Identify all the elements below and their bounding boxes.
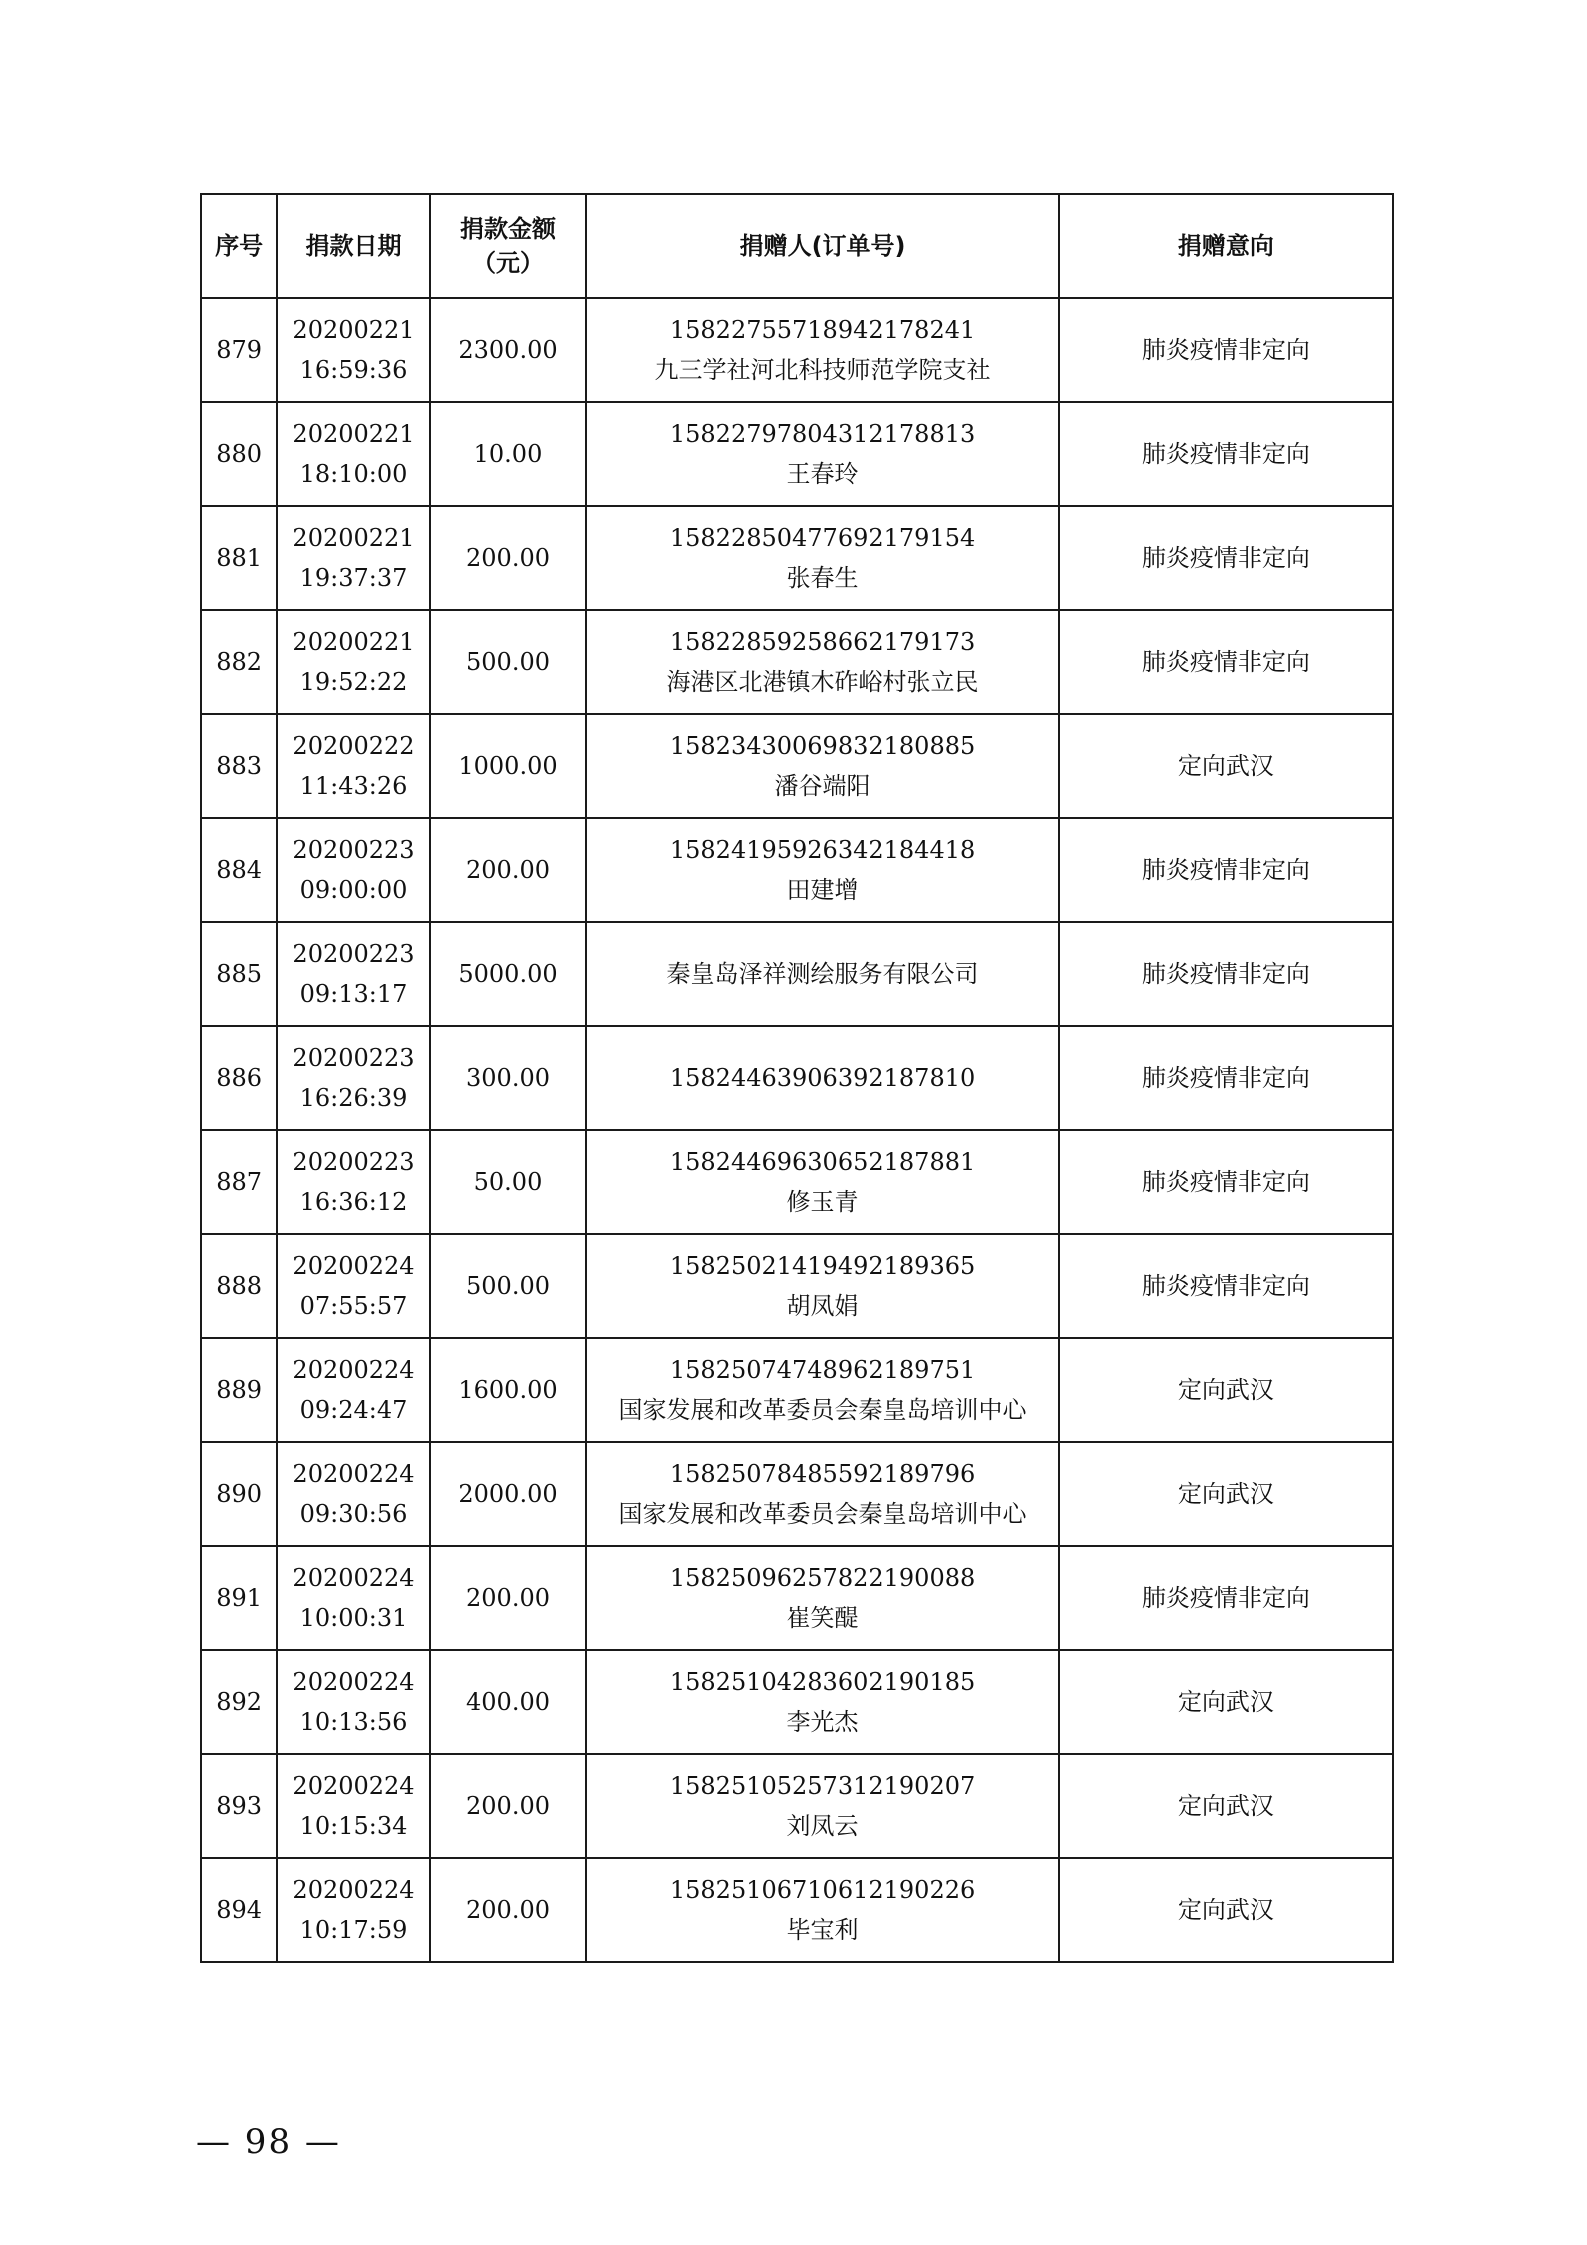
order-number: 15824195926342184418	[669, 836, 976, 864]
donation-date: 20200223	[292, 1148, 415, 1176]
order-number: 15822850477692179154	[669, 524, 976, 552]
header-donor: 捐赠人(订单号)	[586, 194, 1059, 298]
serial-number-cell	[201, 610, 277, 714]
donation-time: 07:55:57	[299, 1292, 408, 1320]
donor-cell	[586, 922, 1059, 1026]
donor-name: 王春玲	[786, 460, 859, 488]
donor-name: 刘凤云	[786, 1812, 859, 1840]
amount-cell	[430, 506, 587, 610]
donation-amount: 500.00	[466, 648, 550, 676]
serial-number: 882	[216, 648, 263, 676]
donation-date: 20200221	[292, 628, 415, 656]
table-row	[201, 1754, 1393, 1858]
donation-amount: 50.00	[473, 1168, 543, 1196]
amount-cell	[430, 922, 587, 1026]
donation-date: 20200224	[292, 1564, 415, 1592]
serial-number: 879	[216, 336, 263, 364]
donation-intent: 定向武汉	[1177, 1376, 1274, 1404]
table-row	[201, 714, 1393, 818]
order-number: 15823430069832180885	[669, 732, 976, 760]
intent-cell	[1059, 402, 1393, 506]
date-cell	[277, 1858, 430, 1962]
table-row	[201, 1026, 1393, 1130]
donation-time: 09:13:17	[299, 980, 408, 1008]
order-number: 秦皇岛泽祥测绘服务有限公司	[666, 960, 979, 988]
amount-cell	[430, 298, 587, 402]
serial-number-cell	[201, 818, 277, 922]
date-cell	[277, 1754, 430, 1858]
donation-date: 20200224	[292, 1876, 415, 1904]
date-cell	[277, 506, 430, 610]
donor-name: 修玉青	[786, 1188, 859, 1216]
donation-amount: 400.00	[466, 1688, 550, 1716]
donation-table	[200, 193, 1394, 1963]
serial-number-cell	[201, 402, 277, 506]
intent-cell	[1059, 1650, 1393, 1754]
serial-number: 880	[216, 440, 263, 468]
table-row	[201, 1234, 1393, 1338]
order-number: 15824469630652187881	[669, 1148, 976, 1176]
intent-cell	[1059, 298, 1393, 402]
donor-name: 潘谷端阳	[774, 772, 871, 800]
donation-intent: 肺炎疫情非定向	[1141, 1272, 1310, 1300]
serial-number-cell	[201, 298, 277, 402]
donation-date: 20200221	[292, 524, 415, 552]
serial-number: 883	[216, 752, 263, 780]
table-row	[201, 298, 1393, 402]
donation-intent: 肺炎疫情非定向	[1141, 544, 1310, 572]
donor-cell	[586, 298, 1059, 402]
serial-number: 881	[216, 544, 263, 572]
donation-intent: 肺炎疫情非定向	[1141, 1584, 1310, 1612]
order-number: 15825096257822190088	[669, 1564, 976, 1592]
donation-time: 09:00:00	[299, 876, 408, 904]
header-amount-line2: （元）	[472, 249, 544, 277]
donor-name: 崔笑醍	[786, 1604, 859, 1632]
donor-cell	[586, 506, 1059, 610]
serial-number: 890	[216, 1480, 263, 1508]
donor-name: 九三学社河北科技师范学院支社	[654, 356, 991, 384]
amount-cell	[430, 1234, 587, 1338]
serial-number: 889	[216, 1376, 263, 1404]
donor-cell	[586, 610, 1059, 714]
serial-number-cell	[201, 1858, 277, 1962]
donation-date: 20200224	[292, 1252, 415, 1280]
serial-number-cell	[201, 1546, 277, 1650]
page-number: — 98 —	[196, 2122, 341, 2162]
table-row	[201, 1338, 1393, 1442]
table-row	[201, 1442, 1393, 1546]
table-row	[201, 1650, 1393, 1754]
donation-time: 10:13:56	[299, 1708, 408, 1736]
serial-number-cell	[201, 506, 277, 610]
donor-cell	[586, 1026, 1059, 1130]
donation-date: 20200224	[292, 1356, 415, 1384]
donation-amount: 2300.00	[458, 336, 558, 364]
amount-cell	[430, 1858, 587, 1962]
intent-cell	[1059, 506, 1393, 610]
donation-time: 19:52:22	[299, 668, 408, 696]
serial-number-cell	[201, 922, 277, 1026]
serial-number: 886	[216, 1064, 263, 1092]
donation-intent: 肺炎疫情非定向	[1141, 1064, 1310, 1092]
table-row	[201, 1858, 1393, 1962]
donation-date: 20200224	[292, 1460, 415, 1488]
donor-cell	[586, 1754, 1059, 1858]
donation-intent: 肺炎疫情非定向	[1141, 648, 1310, 676]
donor-cell	[586, 1130, 1059, 1234]
donor-name: 张春生	[786, 564, 859, 592]
serial-number-cell	[201, 1338, 277, 1442]
date-cell	[277, 610, 430, 714]
donation-intent: 定向武汉	[1177, 752, 1274, 780]
donor-cell	[586, 402, 1059, 506]
donation-date: 20200223	[292, 1044, 415, 1072]
serial-number: 888	[216, 1272, 263, 1300]
donation-amount: 500.00	[466, 1272, 550, 1300]
serial-number: 892	[216, 1688, 263, 1716]
donation-intent: 定向武汉	[1177, 1896, 1274, 1924]
amount-cell	[430, 1650, 587, 1754]
donation-amount: 200.00	[466, 1584, 550, 1612]
order-number: 15825106710612190226	[669, 1876, 976, 1904]
amount-cell	[430, 818, 587, 922]
intent-cell	[1059, 818, 1393, 922]
intent-cell	[1059, 1234, 1393, 1338]
serial-number: 894	[216, 1896, 263, 1924]
order-number: 15822797804312178813	[669, 420, 976, 448]
intent-cell	[1059, 1338, 1393, 1442]
serial-number-cell	[201, 1650, 277, 1754]
donation-date: 20200224	[292, 1668, 415, 1696]
amount-cell	[430, 1338, 587, 1442]
donor-name: 海港区北港镇木砟峪村张立民	[666, 668, 979, 696]
header-donation-date: 捐款日期	[277, 194, 430, 298]
order-number: 15822755718942178241	[669, 316, 976, 344]
donation-amount: 1600.00	[458, 1376, 558, 1404]
donation-time: 18:10:00	[299, 460, 408, 488]
donation-time: 16:26:39	[299, 1084, 408, 1112]
amount-cell	[430, 402, 587, 506]
serial-number: 891	[216, 1584, 263, 1612]
donation-time: 09:30:56	[299, 1500, 408, 1528]
amount-cell	[430, 610, 587, 714]
donor-name: 田建增	[786, 876, 859, 904]
table-row	[201, 402, 1393, 506]
date-cell	[277, 922, 430, 1026]
donation-date: 20200221	[292, 316, 415, 344]
table-row	[201, 1546, 1393, 1650]
header-donation-intent: 捐赠意向	[1059, 194, 1393, 298]
order-number: 15825104283602190185	[669, 1668, 976, 1696]
table-header	[201, 194, 1393, 298]
donation-time: 16:36:12	[299, 1188, 408, 1216]
donation-date: 20200223	[292, 836, 415, 864]
order-number: 15825105257312190207	[669, 1772, 976, 1800]
donation-intent: 肺炎疫情非定向	[1141, 856, 1310, 884]
date-cell	[277, 1442, 430, 1546]
order-number: 15822859258662179173	[669, 628, 976, 656]
serial-number-cell	[201, 1026, 277, 1130]
date-cell	[277, 298, 430, 402]
date-cell	[277, 1026, 430, 1130]
donation-date: 20200223	[292, 940, 415, 968]
date-cell	[277, 1234, 430, 1338]
serial-number-cell	[201, 714, 277, 818]
amount-cell	[430, 1546, 587, 1650]
intent-cell	[1059, 1130, 1393, 1234]
donation-time: 11:43:26	[299, 772, 408, 800]
donation-intent: 定向武汉	[1177, 1792, 1274, 1820]
donation-amount: 200.00	[466, 1896, 550, 1924]
donation-intent: 肺炎疫情非定向	[1141, 960, 1310, 988]
date-cell	[277, 1338, 430, 1442]
serial-number-cell	[201, 1754, 277, 1858]
donation-date: 20200222	[292, 732, 415, 760]
date-cell	[277, 1650, 430, 1754]
donation-intent: 定向武汉	[1177, 1480, 1274, 1508]
serial-number: 884	[216, 856, 263, 884]
donor-cell	[586, 714, 1059, 818]
donor-name: 国家发展和改革委员会秦皇岛培训中心	[618, 1396, 1027, 1424]
intent-cell	[1059, 1754, 1393, 1858]
amount-cell	[430, 1442, 587, 1546]
amount-cell	[430, 714, 587, 818]
header-amount-line1: 捐款金额	[460, 215, 556, 243]
donor-name: 国家发展和改革委员会秦皇岛培训中心	[618, 1500, 1027, 1528]
donation-intent: 肺炎疫情非定向	[1141, 1168, 1310, 1196]
date-cell	[277, 714, 430, 818]
order-number: 15824463906392187810	[669, 1064, 976, 1092]
intent-cell	[1059, 714, 1393, 818]
intent-cell	[1059, 1546, 1393, 1650]
amount-cell	[430, 1754, 587, 1858]
donation-date: 20200221	[292, 420, 415, 448]
intent-cell	[1059, 1026, 1393, 1130]
donor-cell	[586, 1338, 1059, 1442]
table-row	[201, 610, 1393, 714]
donation-amount: 200.00	[466, 544, 550, 572]
donation-date: 20200224	[292, 1772, 415, 1800]
donation-intent: 定向武汉	[1177, 1688, 1274, 1716]
donation-time: 10:17:59	[299, 1916, 408, 1944]
donation-time: 16:59:36	[299, 356, 408, 384]
table-row	[201, 506, 1393, 610]
donor-cell	[586, 1442, 1059, 1546]
header-serial-number: 序号	[201, 194, 277, 298]
donation-amount: 200.00	[466, 1792, 550, 1820]
date-cell	[277, 402, 430, 506]
serial-number-cell	[201, 1130, 277, 1234]
donor-cell	[586, 818, 1059, 922]
donation-amount: 300.00	[466, 1064, 550, 1092]
donation-time: 09:24:47	[299, 1396, 408, 1424]
donor-cell	[586, 1858, 1059, 1962]
amount-cell	[430, 1130, 587, 1234]
intent-cell	[1059, 1442, 1393, 1546]
amount-cell	[430, 1026, 587, 1130]
serial-number: 887	[216, 1168, 263, 1196]
donor-cell	[586, 1650, 1059, 1754]
donor-name: 李光杰	[786, 1708, 859, 1736]
donation-amount: 2000.00	[458, 1480, 558, 1508]
donation-intent: 肺炎疫情非定向	[1141, 440, 1310, 468]
table-row	[201, 1130, 1393, 1234]
donation-intent: 肺炎疫情非定向	[1141, 336, 1310, 364]
date-cell	[277, 1546, 430, 1650]
date-cell	[277, 1130, 430, 1234]
donation-time: 10:00:31	[299, 1604, 408, 1632]
intent-cell	[1059, 922, 1393, 1026]
serial-number: 885	[216, 960, 263, 988]
table-body	[201, 298, 1393, 1962]
donation-amount: 5000.00	[458, 960, 558, 988]
donor-name: 胡凤娟	[786, 1292, 859, 1320]
donation-amount: 200.00	[466, 856, 550, 884]
donation-time: 19:37:37	[299, 564, 408, 592]
serial-number-cell	[201, 1234, 277, 1338]
order-number: 15825074748962189751	[669, 1356, 976, 1384]
table-row	[201, 922, 1393, 1026]
order-number: 15825021419492189365	[669, 1252, 976, 1280]
header-donation-amount	[430, 194, 587, 298]
donor-cell	[586, 1546, 1059, 1650]
donation-time: 10:15:34	[299, 1812, 408, 1840]
date-cell	[277, 818, 430, 922]
intent-cell	[1059, 1858, 1393, 1962]
serial-number-cell	[201, 1442, 277, 1546]
donor-cell	[586, 1234, 1059, 1338]
header-row	[201, 194, 1393, 298]
donation-amount: 1000.00	[458, 752, 558, 780]
donation-amount: 10.00	[473, 440, 543, 468]
table-row	[201, 818, 1393, 922]
intent-cell	[1059, 610, 1393, 714]
donor-name: 毕宝利	[786, 1916, 859, 1944]
serial-number: 893	[216, 1792, 263, 1820]
order-number: 15825078485592189796	[669, 1460, 976, 1488]
